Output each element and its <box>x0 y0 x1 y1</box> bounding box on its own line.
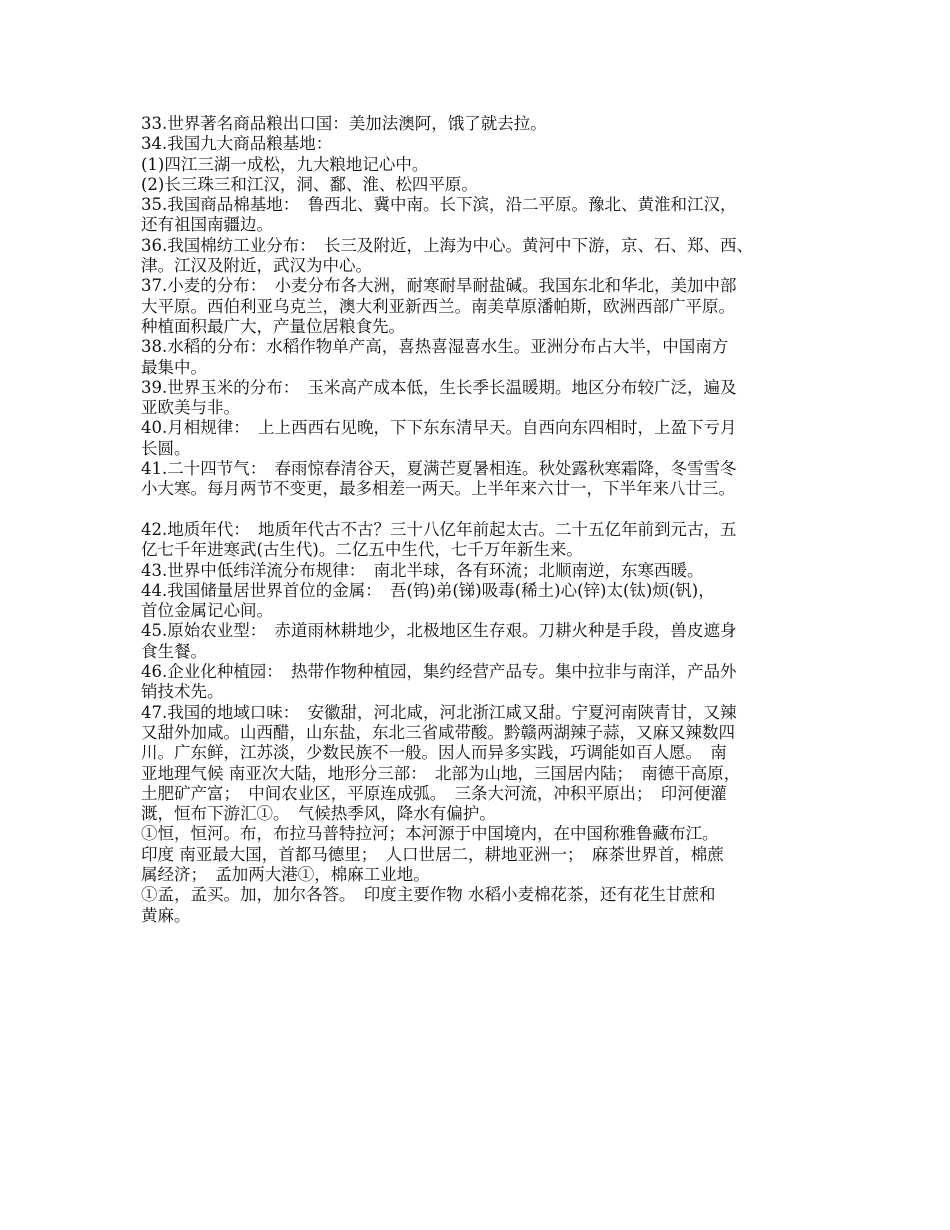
text-line: 种植面积最广大，产量位居粮食先。 <box>141 316 405 336</box>
text-line: (2)长三珠三和江汉，洞、鄱、淮、松四平原。 <box>141 174 478 194</box>
blank-line <box>141 500 831 520</box>
text-line: 印度 南亚最大国，首都马德里； 人口世居二，耕地亚洲一； 麻茶世界首，棉蔗 <box>141 844 724 864</box>
text-line: 39.世界玉米的分布： 玉米高产成本低，生长季长温暖期。地区分布较广泛，遍及 <box>141 377 737 397</box>
text-line: 40.月相规律： 上上西西右见晚，下下东东清早天。自西向东四相时，上盈下亏月 <box>141 418 737 438</box>
text-line: 首位金属记心间。 <box>141 601 273 621</box>
text-line: ①孟，孟买。加，加尔各答。 印度主要作物 水稻小麦棉花茶，还有花生甘蔗和 <box>141 885 716 905</box>
text-line: 亚欧美与非。 <box>141 398 240 418</box>
text-line: (1)四江三湖一成松，九大粮地记心中。 <box>141 154 429 174</box>
text-line: 又甜外加咸。山西醋，山东盐，东北三省咸带酸。黔赣两湖辣子蒜，又麻又辣数四 <box>141 722 735 742</box>
text-line: 37.小麦的分布： 小麦分布各大洲，耐寒耐旱耐盐碱。我国东北和华北，美加中部 <box>141 276 737 296</box>
text-line: 42.地质年代： 地质年代古不古？三十八亿年前起太古。二十五亿年前到元古，五 <box>141 519 737 539</box>
text-line: 35.我国商品棉基地： 鲁西北、冀中南。长下滨，沿二平原。豫北、黄淮和江汉， <box>141 195 737 215</box>
text-line: 46.企业化种植园： 热带作物种植园，集约经营产品专。集中拉非与南洋，产品外 <box>141 662 737 682</box>
text-line: 43.世界中低纬洋流分布规律： 南北半球，各有环流；北顺南逆，东寒西暖。 <box>141 560 704 580</box>
text-line: 41.二十四节气： 春雨惊春清谷天，夏满芒夏暑相连。秋处露秋寒霜降，冬雪雪冬 <box>141 459 737 479</box>
text-line: 最集中。 <box>141 357 207 377</box>
text-line: 食生餐。 <box>141 641 207 661</box>
text-line: 34.我国九大商品粮基地： <box>141 134 333 154</box>
text-line: 还有祖国南疆边。 <box>141 215 273 235</box>
text-line: ①恒，恒河。布，布拉马普特拉河；本河源于中国境内，在中国称雅鲁藏布江。 <box>141 824 719 844</box>
text-line: 亿七千年进寒武(古生代)。二亿五中生代，七千万年新生来。 <box>141 540 583 560</box>
text-line: 土肥矿产富； 中间农业区，平原连成弧。 三条大河流，冲积平原出； 印河便灌 <box>141 783 727 803</box>
text-line: 溉，恒布下游汇①。 气候热季风，降水有偏护。 <box>141 804 496 824</box>
text-line: 小大寒。每月两节不变更，最多相差一两天。上半年来六廿一，下半年来八廿三。 <box>141 479 735 499</box>
text-line: 川。广东鲜，江苏淡，少数民族不一般。因人而异多实践，巧调能如百人愿。 南 <box>141 743 727 763</box>
text-line: 津。江汉及附近，武汉为中心。 <box>141 256 372 276</box>
text-line: 长圆。 <box>141 438 191 458</box>
text-line: 47.我国的地域口味： 安徽甜，河北咸，河北浙江咸又甜。宁夏河南陕青甘，又辣 <box>141 702 737 722</box>
text-line: 45.原始农业型： 赤道雨林耕地少，北极地区生存艰。刀耕火种是手段，兽皮遮身 <box>141 621 737 641</box>
text-line: 33.世界著名商品粮出口国：美加法澳阿，饿了就去拉。 <box>141 114 547 133</box>
text-line: 属经济； 孟加两大港①，棉麻工业地。 <box>141 864 430 884</box>
text-line: 亚地理气候 南亚次大陆，地形分三部： 北部为山地，三国居内陆； 南德干高原， <box>141 763 741 783</box>
text-line: 大平原。西伯利亚乌克兰，澳大利亚新西兰。南美草原潘帕斯，欧洲西部广平原。 <box>141 296 735 316</box>
text-line: 36.我国棉纺工业分布： 长三及附近，上海为中心。黄河中下游，京、石、郑、西、 <box>141 235 753 255</box>
text-line: 44.我国储量居世界首位的金属： 吾(钨)弟(锑)吸毒(稀土)心(锌)太(钛)烦(钒)， <box>141 580 715 600</box>
document-body <box>141 114 831 926</box>
text-line: 销技术先。 <box>141 682 224 702</box>
text-line: 38.水稻的分布：水稻作物单产高，喜热喜湿喜水生。亚洲分布占大半，中国南方 <box>141 337 729 357</box>
text-line: 黄麻。 <box>141 905 191 925</box>
